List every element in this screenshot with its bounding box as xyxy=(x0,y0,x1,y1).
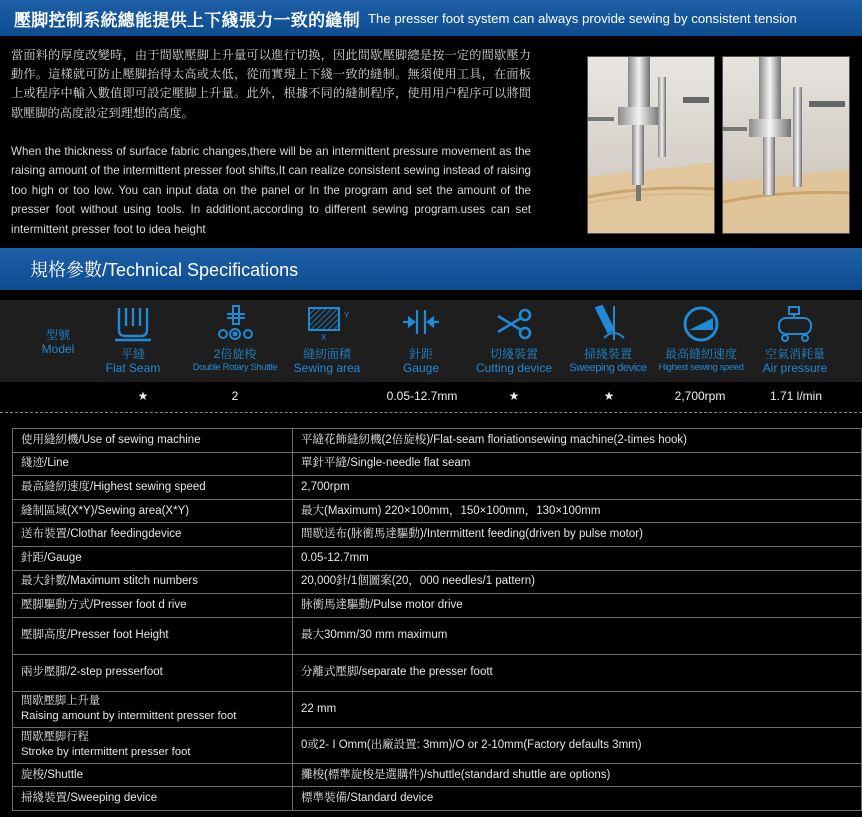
table-row xyxy=(13,617,862,654)
feature-highest-speed xyxy=(654,304,748,375)
table-row xyxy=(13,570,862,594)
table-row xyxy=(13,691,862,727)
scissors-icon xyxy=(492,304,536,344)
spec-section-header: 規格參數/Technical Specifications xyxy=(0,248,862,290)
table-row xyxy=(13,452,862,476)
air-compressor-icon xyxy=(773,304,817,344)
spec-label: 壓脚高度/Presser foot Height xyxy=(13,617,293,654)
spec-value: 平縫花飾縫紉機(2倍旋梭)/Flat-seam floriationsewing machine(2-times hook) xyxy=(293,429,862,453)
feature-sewing-area-zh: 縫紉面積 xyxy=(302,347,351,361)
spec-value: 間歇送布(脉衝馬達驅動)/Intermittent feeding(driven by pulse motor) xyxy=(293,523,862,547)
value-flat-seam: ★ xyxy=(137,389,149,403)
spec-label: 兩步壓脚/2-step presserfoot xyxy=(13,654,293,691)
feature-flat-seam-en: Flat Seam xyxy=(105,361,161,375)
feature-air-pressure-en: Air pressure xyxy=(762,361,828,375)
feature-gauge-zh: 針距 xyxy=(408,347,433,361)
spec-value: 22 mm xyxy=(293,691,862,727)
spec-label: 縫制區域(X*Y)/Sewing area(X*Y) xyxy=(13,499,293,523)
spec-label: 最高縫紉速度/Highest sewing speed xyxy=(13,476,293,500)
dashed-divider xyxy=(0,412,862,413)
feature-gauge xyxy=(374,304,468,375)
feature-air-pressure-zh: 空氣消耗量 xyxy=(764,347,825,361)
spec-label: 掃綫裝置/Sweeping device xyxy=(13,787,293,811)
feature-sweeping-device xyxy=(561,304,655,375)
feature-sweeping-device-zh: 掃綫裝置 xyxy=(583,347,632,361)
presser-foot-photo-lowered xyxy=(722,56,850,234)
feature-rotary-shuttle xyxy=(188,304,282,375)
model-label-en: Model xyxy=(41,342,75,356)
spec-value: 最大(Maximum) 220×100mm，150×100mm，130×100mm xyxy=(293,499,862,523)
feature-flat-seam xyxy=(86,304,180,375)
table-row xyxy=(13,429,862,453)
spec-value: 2,700rpm xyxy=(293,476,862,500)
table-row xyxy=(13,523,862,547)
page-title-bar xyxy=(0,0,862,36)
spec-label-zh: 間歇壓脚行程 xyxy=(21,731,89,744)
model-label-zh: 型號 xyxy=(45,328,70,342)
feature-flat-seam-zh: 平縫 xyxy=(120,347,145,361)
table-row xyxy=(13,654,862,691)
gauge-icon xyxy=(399,304,443,344)
sewing-area-axis-x: X xyxy=(321,333,327,342)
spec-label: 使用縫紉機/Use of sewing machine xyxy=(13,429,293,453)
feature-value-row xyxy=(0,386,862,406)
spec-value: 分離式壓脚/separate the presser foott xyxy=(293,654,862,691)
spec-label xyxy=(13,727,293,763)
table-row xyxy=(13,546,862,570)
spec-label: 綫迹/Line xyxy=(13,452,293,476)
table-row xyxy=(13,594,862,618)
feature-highest-speed-en: Highest sewing speed xyxy=(658,362,744,373)
rotary-shuttle-icon xyxy=(213,304,257,344)
spec-value: 標準裝備/Standard device xyxy=(293,787,862,811)
spec-value: 攤梭(標準旋梭是選購件)/shuttle(standard shuttle are options) xyxy=(293,763,862,787)
spec-label-zh: 間歇壓脚上升量 xyxy=(21,695,101,708)
spec-value: 0或2- I Omm(出廠設置: 3mm)/O or 2-10mm(Factory defaults 3mm) xyxy=(293,727,862,763)
feature-sweeping-device-en: Sweeping device xyxy=(569,362,647,374)
spec-value: 20,000針/1個圖案(20，000 needles/1 pattern) xyxy=(293,570,862,594)
feature-highest-speed-zh: 最高縫紉速度 xyxy=(664,347,737,361)
table-row xyxy=(13,727,862,763)
feature-cutting-device-zh: 切綫裝置 xyxy=(489,347,538,361)
spec-label: 旋梭/Shuttle xyxy=(13,763,293,787)
presser-foot-photo-raised xyxy=(587,56,715,234)
feature-icon-row xyxy=(0,300,862,382)
spec-value: 單針平縫/Single-needle flat seam xyxy=(293,452,862,476)
spec-label xyxy=(13,691,293,727)
spec-label: 針距/Gauge xyxy=(13,546,293,570)
spec-label-en: Stroke by intermittent presser foot xyxy=(21,746,191,759)
feature-cutting-device-en: Cutting device xyxy=(475,361,553,375)
spec-value: 0.05-12.7mm xyxy=(293,546,862,570)
table-row xyxy=(13,763,862,787)
page-title-en: The presser foot system can always provide sewing by consistent tension xyxy=(368,10,797,26)
flat-seam-icon xyxy=(111,304,155,344)
spec-label: 壓脚驅動方式/Presser foot d rive xyxy=(13,594,293,618)
spec-value: 最大30mm/30 mm maximum xyxy=(293,617,862,654)
page-title-zh: 壓脚控制系統總能提供上下綫張力一致的縫制 xyxy=(14,10,360,30)
spec-table xyxy=(12,428,862,811)
table-row xyxy=(13,476,862,500)
feature-sewing-area xyxy=(280,304,374,375)
feature-air-pressure xyxy=(748,304,842,375)
value-air-pressure: 1.71 l/min xyxy=(769,389,823,403)
intro-paragraph-zh: 當面料的厚度改變時，由于間歇壓脚上升量可以進行切换，因此間歇壓脚總是按一定的間歇壓力動作。這樣就可防止壓脚抬得太高或太低，從而實現上下綫一致的縫制。無須使用工具，在面板上或程序中輸入數值即可設定壓脚上升量。此外，根據不同的縫制程序，使用用户程序可以將間歇壓脚的高度設定到理想的高度。 xyxy=(11,48,531,120)
intro-paragraph-en: When the thickness of surface fabric changes,there will be an intermittent pressure movement as the raising amount of the intermittent presser foot shifts,It can realize consistent sewing instead of raising too high or too low. You can input data on the panel or In the program and set the amount of the presser foot without using tools. In additiont,according to different sewing program.uses can set intermittent presser foot to idea height xyxy=(11,144,531,236)
sewing-area-axis-y: Y xyxy=(344,311,350,320)
model-label xyxy=(30,328,86,356)
table-row xyxy=(13,787,862,811)
feature-rotary-shuttle-zh: 2倍旋梭 xyxy=(213,347,257,361)
speedometer-icon xyxy=(679,304,723,344)
spec-label: 送布裝置/Clothar feedingdevice xyxy=(13,523,293,547)
sweeping-icon xyxy=(586,304,630,344)
spec-label-en: Raising amount by intermittent presser foot xyxy=(21,710,237,723)
spec-value: 脉衝馬達驅動/Pulse motor drive xyxy=(293,594,862,618)
feature-rotary-shuttle-en: Double Rotary Shuttle xyxy=(192,362,278,373)
sewing-area-icon xyxy=(302,304,352,344)
table-row xyxy=(13,499,862,523)
value-highest-speed: 2,700rpm xyxy=(674,389,726,403)
feature-sewing-area-en: Sewing area xyxy=(293,361,361,375)
feature-cutting-device xyxy=(467,304,561,375)
value-rotary-shuttle: 2 xyxy=(231,389,239,403)
value-gauge: 0.05-12.7mm xyxy=(386,389,458,403)
intro-text xyxy=(11,46,531,258)
feature-gauge-en: Gauge xyxy=(402,361,440,375)
value-sweeping-device: ★ xyxy=(603,389,615,403)
spec-label: 最大針數/Maximum stitch numbers xyxy=(13,570,293,594)
value-cutting-device: ★ xyxy=(508,389,520,403)
